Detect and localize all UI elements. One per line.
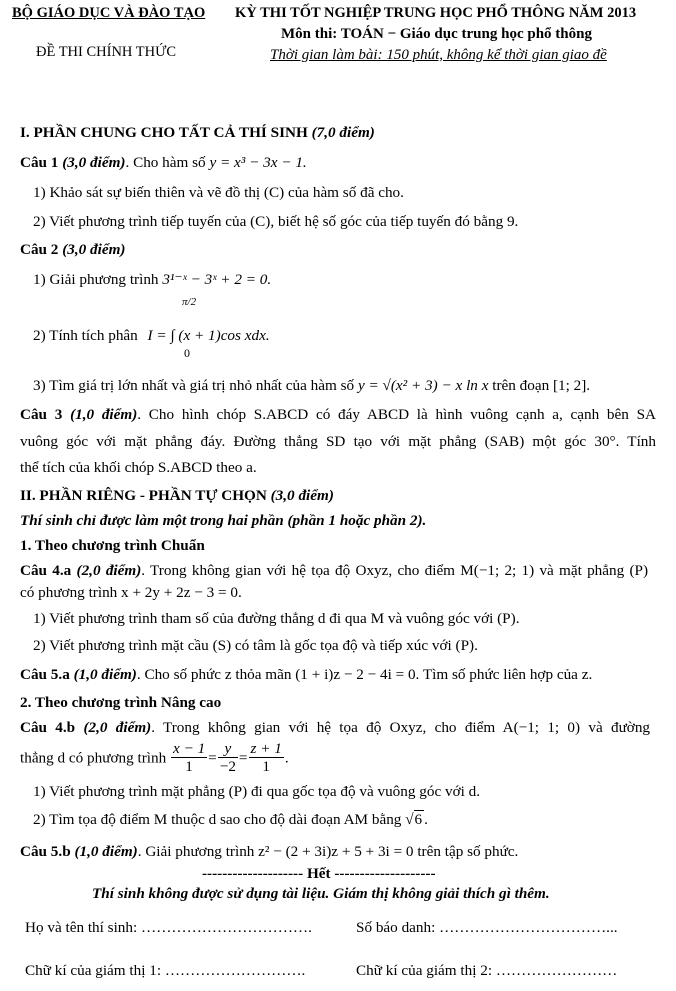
q2-integral: I = ∫ (x + 1)cos xdx. xyxy=(147,327,270,344)
q2-function-3: y = √(x² + 3) − x ln x xyxy=(357,377,489,394)
candidate-name-field: Họ và tên thí sinh: ……………………………. xyxy=(25,919,312,936)
q4b-line2: thẳng d có phương trình $\frac{x - 1}{1}$ = $\frac{y}{-2}$ = $\frac{z + 1}{1}$ . xyxy=(20,740,289,776)
q4a-line1: Câu 4.a (2,0 điểm). Trong không gian với hệ tọa độ Oxyz, cho điểm M(−1; 2; 1) và mặt phẳng (P) xyxy=(20,562,649,579)
sqrt-six: √6 xyxy=(405,811,423,828)
q5b-line: Câu 5.b (1,0 điểm). Giải phương trình z² − (2 + 3i)z + 5 + 3i = 0 trên tập số phức. xyxy=(20,843,519,860)
integral-upper-limit: π/2 xyxy=(182,296,197,308)
q4a-item1: 1) Viết phương trình tham số của đường thẳng d đi qua M và vuông góc với (P). xyxy=(33,610,520,627)
q4b-item2: 2) Tìm tọa độ điểm M thuộc d sao cho độ dài đoạn AM bằng √6 . xyxy=(33,811,428,828)
q1-line: Câu 1 (3,0 điểm). Cho hàm số y = x³ − 3x − 1. xyxy=(20,154,307,171)
invigilator1-signature-field: Chữ kí của giám thị 1: ………………………. xyxy=(25,962,306,979)
integral-lower-limit: 0 xyxy=(184,346,190,360)
fraction-y: $\frac{y}{-2}$ xyxy=(219,740,236,776)
exam-subject: Môn thi: TOÁN − Giáo dục trung học phổ thông xyxy=(281,26,592,42)
part2-note: Thí sinh chỉ được làm một trong hai phần (phần 1 hoặc phần 2). xyxy=(20,512,427,529)
q2-heading: Câu 2 (3,0 điểm) xyxy=(20,241,126,258)
candidate-id-field: Số báo danh: ……………………………... xyxy=(356,919,618,936)
invigilator2-signature-field: Chữ kí của giám thị 2: …………………… xyxy=(356,962,618,979)
q3-line2: vuông góc với mặt phẳng đáy. Đường thẳng SD tạo với mặt phẳng (SAB) một góc 30°. Tính xyxy=(20,433,656,450)
q1-item1: 1) Khảo sát sự biến thiên và vẽ đồ thị (C) của hàm số đã cho. xyxy=(33,184,404,201)
exam-title: KỲ THI TỐT NGHIỆP TRUNG HỌC PHỔ THÔNG NĂM 2013 xyxy=(235,5,637,21)
fraction-x: $\frac{x - 1}{1}$ xyxy=(172,740,206,776)
end-marker: -------------------- Hết -------------------- xyxy=(202,865,436,882)
q2-item1: 1) Giải phương trình 3¹⁻ˣ − 3ˣ + 2 = 0. xyxy=(33,271,272,288)
part1-heading: I. PHẦN CHUNG CHO TẤT CẢ THÍ SINH (7,0 điểm) xyxy=(20,124,375,141)
adv-program-heading: 2. Theo chương trình Nâng cao xyxy=(20,694,222,711)
q2-item2: 2) Tính tích phân I = ∫ (x + 1)cos xdx. xyxy=(33,327,270,344)
fraction-z: $\frac{z + 1}{1}$ xyxy=(250,740,282,776)
ministry-name: BỘ GIÁO DỤC VÀ ĐÀO TẠO xyxy=(12,5,206,21)
q4a-item2: 2) Viết phương trình mặt cầu (S) có tâm là gốc tọa độ và tiếp xúc với (P). xyxy=(33,637,478,654)
part2-heading: II. PHẦN RIÊNG - PHẦN TỰ CHỌN (3,0 điểm) xyxy=(20,487,334,504)
q3-line3: thể tích của khối chóp S.ABCD theo a. xyxy=(20,459,257,476)
q4b-item1: 1) Viết phương trình mặt phẳng (P) đi qua gốc tọa độ và vuông góc với d. xyxy=(33,783,481,800)
q4a-line2: có phương trình x + 2y + 2z − 3 = 0. xyxy=(20,584,242,601)
q2-item3: 3) Tìm giá trị lớn nhất và giá trị nhỏ nhất của hàm số y = √(x² + 3) − x ln x trên đoạn [1; 2]. xyxy=(33,377,591,394)
q3-line1: Câu 3 (1,0 điểm). Cho hình chóp S.ABCD có đáy ABCD là hình vuông cạnh a, cạnh bên SA xyxy=(20,406,656,423)
q4b-line1: Câu 4.b (2,0 điểm). Trong không gian với hệ tọa độ Oxyz, cho điểm A(−1; 1; 0) và đường xyxy=(20,719,651,736)
footer-note: Thí sinh không được sử dụng tài liệu. Giám thị không giải thích gì thêm. xyxy=(92,885,550,902)
std-program-heading: 1. Theo chương trình Chuẩn xyxy=(20,537,205,554)
exam-duration: Thời gian làm bài: 150 phút, không kể thời gian giao đề xyxy=(270,47,607,63)
q5a-line: Câu 5.a (1,0 điểm). Cho số phức z thỏa mãn (1 + i)z − 2 − 4i = 0. Tìm số phức liên hợp của z. xyxy=(20,666,593,683)
q1-item2: 2) Viết phương trình tiếp tuyến của (C), biết hệ số góc của tiếp tuyến đó bằng 9. xyxy=(33,213,519,230)
q2-equation-1: 3¹⁻ˣ − 3ˣ + 2 = 0. xyxy=(162,271,272,288)
q1-function: y = x³ − 3x − 1. xyxy=(209,154,307,171)
official-label: ĐỀ THI CHÍNH THỨC xyxy=(36,44,177,60)
